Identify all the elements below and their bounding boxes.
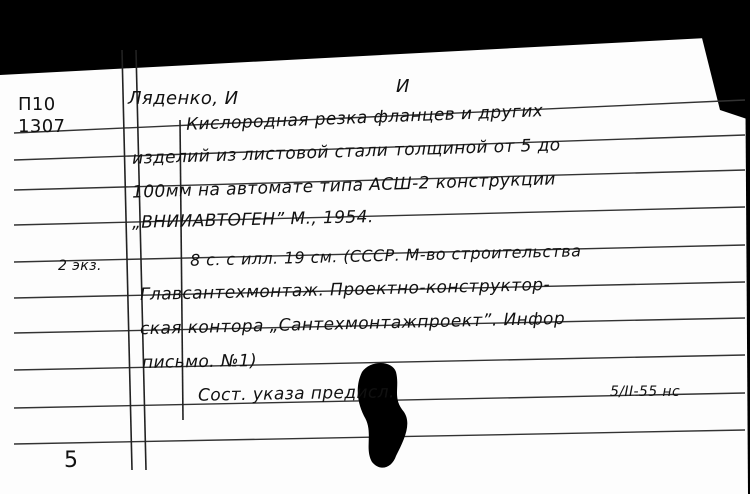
- series-line-2: ская контора „Сантехмонтажпроект”. Инфор: [139, 308, 566, 340]
- author-heading: Ляденко, И: [128, 88, 239, 109]
- title-line-2: изделий из листовой стали толщиной от 5 до: [131, 135, 561, 169]
- series-line-1: Главсантехмонтаж. Проектно-конструктор-: [139, 274, 551, 306]
- call-number-line-2: 1307: [18, 116, 66, 137]
- copies-note: 2 экз.: [58, 258, 102, 274]
- title-line-3: 100мм на автомате типа АСШ-2 конструкции: [131, 169, 557, 203]
- series-line-3: письмо. №1): [141, 350, 258, 374]
- imprint-line: „ВНИИАВТОГЕН” М., 1954.: [131, 207, 374, 233]
- compiler-note: Сост. указа предисл.: [197, 382, 395, 406]
- date-note: 5/II-55 нс: [610, 384, 681, 400]
- title-line-1: Кислородная резка фланцев и других: [185, 101, 544, 135]
- author-mark: И: [396, 76, 410, 97]
- corner-number: 5: [64, 448, 79, 473]
- call-number-line-1: П10: [18, 94, 56, 115]
- collation-line: 8 с. с илл. 19 см. (СССР. М-во строительства: [189, 241, 582, 270]
